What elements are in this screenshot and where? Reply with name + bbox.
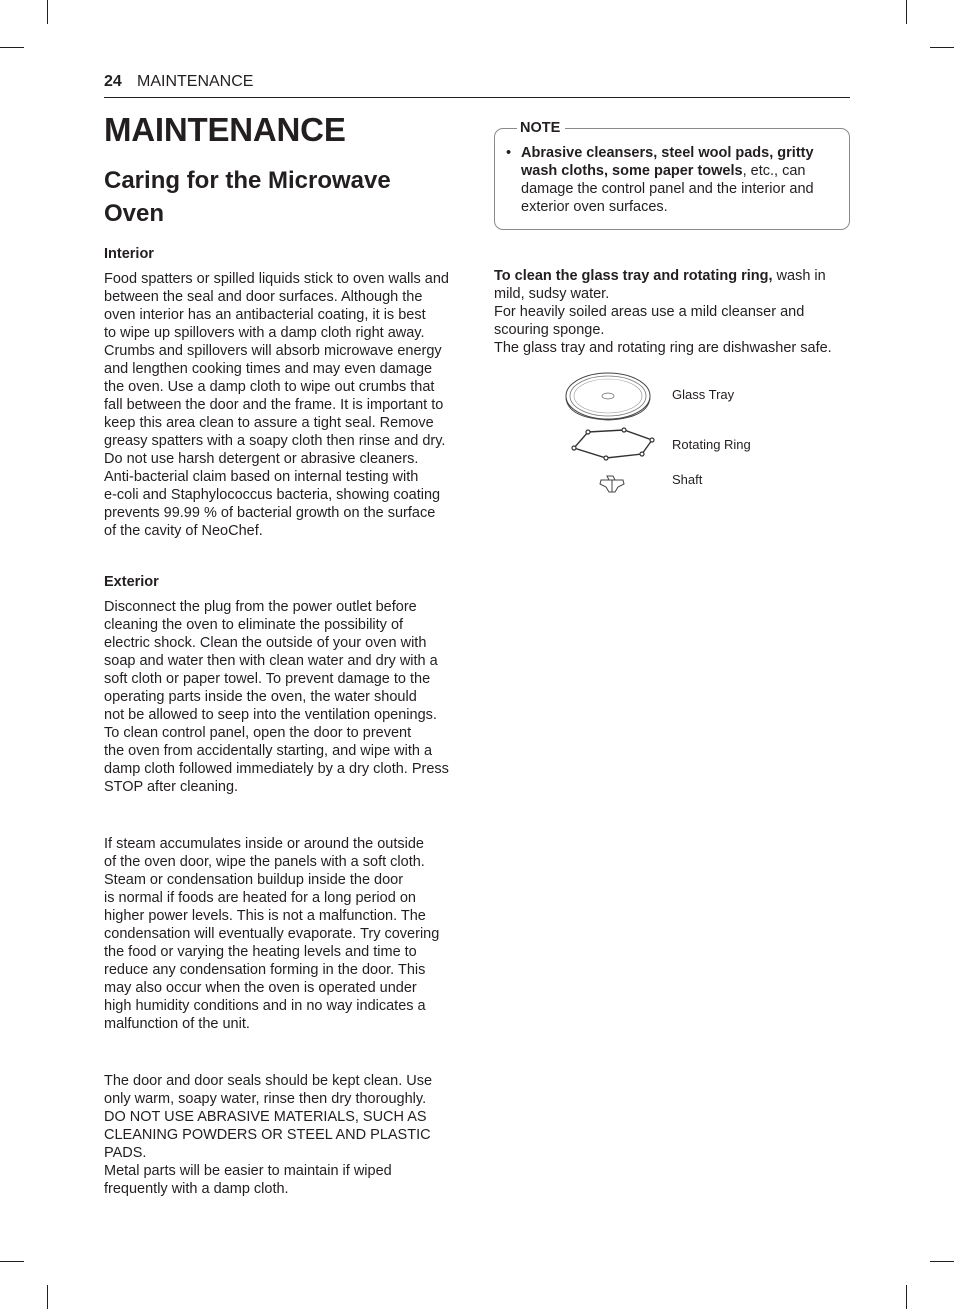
glass-tray-label: Glass Tray [672,387,735,402]
text-line: fall between the door and the frame. It is important to [104,397,444,413]
text-line: mild, sudsy water. [494,286,610,302]
page-title: MAINTENANCE [104,111,346,148]
exterior-paragraph [104,598,466,796]
text-line: of the oven door, wipe the panels with a soft cloth. [104,854,425,870]
text-line: frequently with a damp cloth. [104,1181,289,1197]
text-line [494,267,850,285]
shaft-label: Shaft [672,472,703,487]
text-line: The glass tray and rotating ring are dishwasher safe. [494,340,832,356]
rotating-ring-label: Rotating Ring [672,437,751,452]
text-line: To clean control panel, open the door to prevent [104,725,412,741]
text-line: may also occur when the oven is operated under [104,980,417,996]
text-line: electric shock. Clean the outside of your oven with [104,635,427,651]
crop-mark [0,1261,24,1262]
text-line: is normal if foods are heated for a long period on [104,890,416,906]
crop-mark [0,47,24,48]
text-line: only warm, soapy water, rinse then dry thoroughly. [104,1091,427,1107]
text-line: Food spatters or spilled liquids stick to oven walls and [104,271,449,287]
text-line: Disconnect the plug from the power outlet before [104,599,417,615]
clean-text-rest: wash in [772,268,826,284]
text-line: scouring sponge. [494,322,605,338]
exterior-heading: Exterior [104,574,159,590]
turntable-figure [560,368,665,496]
note-label: NOTE [517,119,565,137]
steam-paragraph [104,835,466,1033]
subtitle-line: Caring for the Microwave [104,167,391,194]
text-line: high humidity conditions and in no way indicates a [104,998,426,1014]
note-line: damage the control panel and the interior and [521,181,814,197]
section-subtitle [104,164,466,230]
text-line: of the cavity of NeoChef. [104,523,263,539]
crop-mark [930,1261,954,1262]
header-section-title: MAINTENANCE [137,73,254,90]
crop-mark [930,47,954,48]
left-column [104,110,466,1198]
note-line: Abrasive cleansers, steel wool pads, gritty [521,145,814,161]
page-number: 24 [104,73,122,90]
text-line: to wipe up spillovers with a damp cloth right away. [104,325,425,341]
glass-tray-cleaning-text [494,267,850,357]
text-line: between the seal and door surfaces. Although the [104,289,423,305]
crop-mark [906,0,907,24]
page-header [104,73,850,98]
text-line: and lengthen cooking times and may even damage [104,361,433,377]
text-line: The door and door seals should be kept clean. Use [104,1073,433,1089]
door-seal-paragraph [104,1072,466,1198]
text-line: Crumbs and spillovers will absorb microwave energy [104,343,442,359]
text-line: Steam or condensation buildup inside the door [104,872,404,888]
text-line: cleaning the oven to eliminate the possibility of [104,617,404,633]
glass-tray-icon [566,373,650,420]
text-line: soft cloth or paper towel. To prevent damage to the [104,671,431,687]
text-line: Do not use harsh detergent or abrasive cleaners. [104,451,419,467]
text-line: the food or varying the heating levels and time to [104,944,417,960]
text-line: keep this area clean to assure a tight seal. Remove [104,415,434,431]
note-line: exterior oven surfaces. [521,199,668,215]
text-line: the oven. Use a damp cloth to wipe out crumbs that [104,379,435,395]
text-line: prevents 99.99 % of bacterial growth on the surface [104,505,436,521]
note-text-rest: , etc., can [742,163,806,179]
note-text [521,144,814,216]
text-line: damp cloth followed immediately by a dry cloth. Press [104,761,449,777]
crop-mark [47,1285,48,1309]
text-line: soap and water then with clean water and dry with a [104,653,438,669]
subtitle-line: Oven [104,200,165,227]
shaft-icon [600,476,624,492]
text-line: DO NOT USE ABRASIVE MATERIALS, SUCH AS [104,1109,427,1125]
text-line: malfunction of the unit. [104,1016,250,1032]
interior-heading: Interior [104,246,154,262]
text-line: the oven from accidentally starting, and wipe with a [104,743,433,759]
interior-paragraph [104,270,466,540]
text-line: higher power levels. This is not a malfunction. The [104,908,426,924]
text-line: e-coli and Staphylococcus bacteria, showing coating [104,487,441,503]
text-line: Metal parts will be easier to maintain if wiped [104,1163,392,1179]
clean-bold-text: To clean the glass tray and rotating ring, [494,268,773,284]
text-line: If steam accumulates inside or around the outside [104,836,424,852]
bullet-icon: • [506,145,512,161]
note-bold-text: wash cloths, some paper towels [521,163,743,179]
text-line: STOP after cleaning. [104,779,239,795]
text-line: For heavily soiled areas use a mild cleanser and [494,304,805,320]
crop-mark [906,1285,907,1309]
text-line: operating parts inside the oven, the water should [104,689,417,705]
text-line: PADS. [104,1145,147,1161]
text-line: greasy spatters with a soapy cloth then rinse and dry. [104,433,446,449]
text-line: reduce any condensation forming in the door. This [104,962,426,978]
text-line: CLEANING POWDERS OR STEEL AND PLASTIC [104,1127,431,1143]
rotating-ring-icon [572,428,654,460]
text-line: condensation will eventually evaporate. Try covering [104,926,440,942]
crop-mark [47,0,48,24]
text-line: Anti-bacterial claim based on internal testing with [104,469,419,485]
note-line [521,162,814,180]
text-line: oven interior has an antibacterial coating, it is best [104,307,426,323]
text-line: not be allowed to seep into the ventilation openings. [104,707,437,723]
